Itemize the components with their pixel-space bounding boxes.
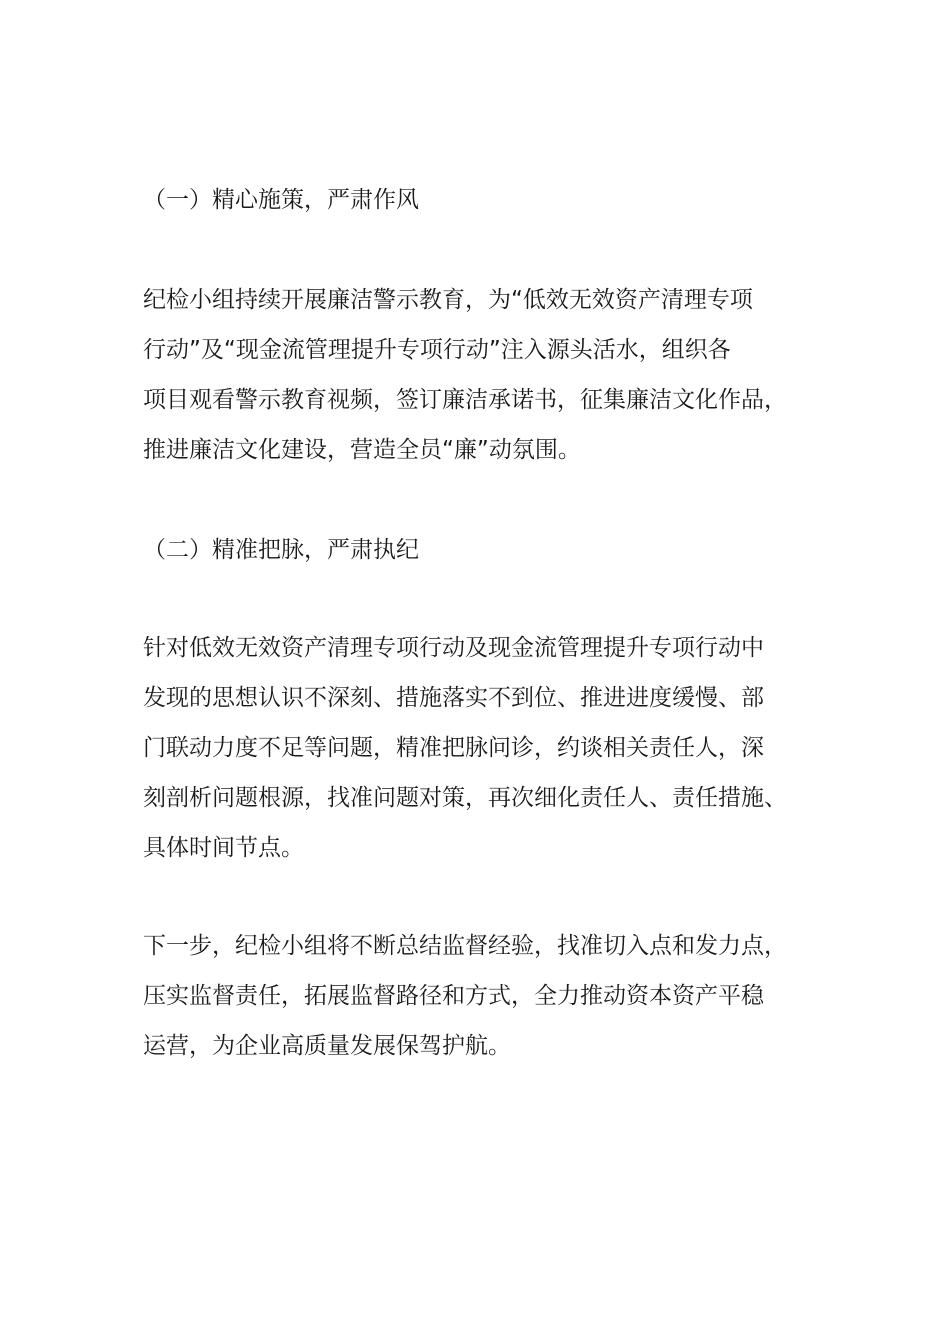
section-1-heading: （一）精心施策，严肃作风 — [143, 187, 419, 213]
paragraph-line: 纪检小组持续开展廉洁警示教育，为“低效无效资产清理专项 — [143, 287, 753, 313]
paragraph-line: 推进廉洁文化建设，营造全员“廉”动氛围。 — [143, 437, 581, 463]
paragraph-line: 行动”及“现金流管理提升专项行动”注入源头活水，组织各 — [143, 337, 731, 363]
paragraph-line: 下一步，纪检小组将不断总结监督经验，找准切入点和发力点， — [143, 933, 787, 959]
paragraph-line: 运营，为企业高质量发展保驾护航。 — [143, 1033, 511, 1059]
paragraph-line: 发现的思想认识不深刻、措施落实不到位、推进进度缓慢、部 — [143, 685, 764, 711]
paragraph-line: 项目观看警示教育视频，签订廉洁承诺书，征集廉洁文化作品， — [143, 387, 787, 413]
conclusion-paragraph — [143, 921, 833, 1071]
paragraph-line: 压实监督责任，拓展监督路径和方式，全力推动资本资产平稳 — [143, 983, 764, 1009]
section-2-heading: （二）精准把脉，严肃执纪 — [143, 537, 419, 563]
paragraph-line: 刻剖析问题根源，找准问题对策，再次细化责任人、责任措施、 — [143, 785, 787, 811]
paragraph-line: 针对低效无效资产清理专项行动及现金流管理提升专项行动中 — [143, 635, 764, 661]
section-1-paragraph — [143, 275, 833, 475]
paragraph-line: 门联动力度不足等问题，精准把脉问诊，约谈相关责任人，深 — [143, 735, 764, 761]
section-2-paragraph — [143, 623, 833, 873]
paragraph-line: 具体时间节点。 — [143, 835, 304, 861]
